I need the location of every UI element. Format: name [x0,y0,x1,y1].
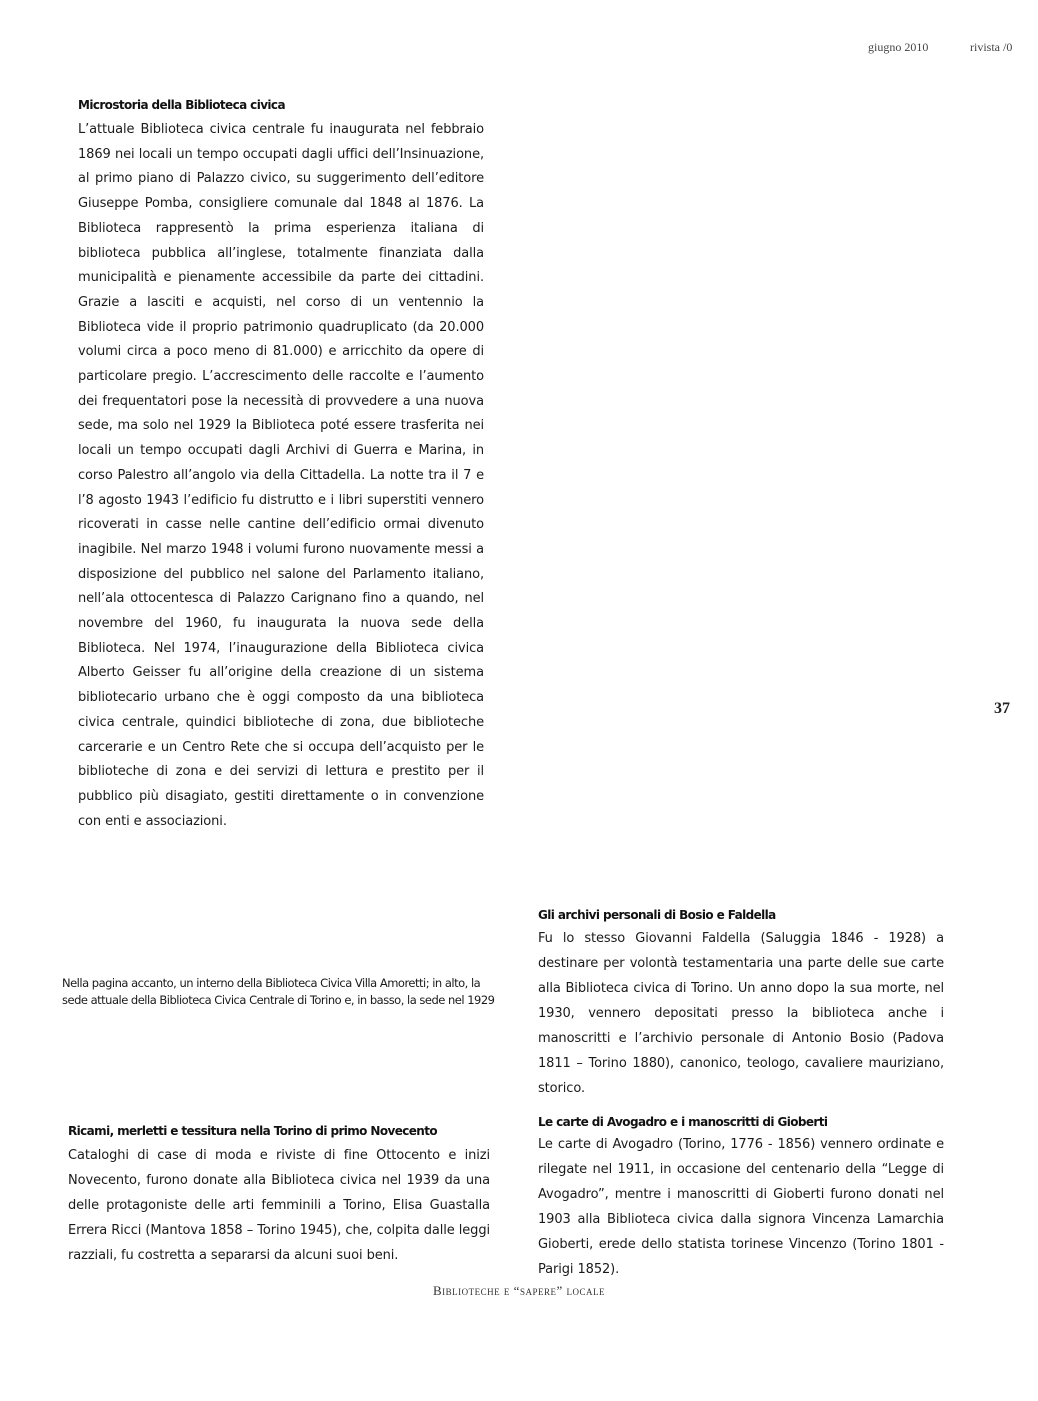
header-date: giugno 2010 [868,40,929,54]
section-body: Le carte di Avogadro (Torino, 1776 - 1856) vennero ordinate e rilegate nel 1911, in occasione del centenario della “Legge di Avogadro”, mentre i manoscritti di Gioberti furono donati nel 1903 alla Biblioteca civica dalla signora Vincenza Lamarchia Gioberti, erede dello statista torinese Vincenzo (Torino 1801 - Parigi 1852). [538,1137,944,1277]
section-carte [538,1113,944,1282]
section-archivi [538,906,944,1101]
page-footer: Biblioteche e “sapere” locale [433,1283,605,1298]
section-ricami [68,1122,490,1268]
section-microstoria [78,96,484,834]
section-title: Microstoria della Biblioteca civica [78,98,285,112]
section-title: Le carte di Avogadro e i manoscritti di Gioberti [538,1115,828,1129]
image-caption: Nella pagina accanto, un interno della Biblioteca Civica Villa Amoretti; in alto, la sede attuale della Biblioteca Civica Centrale di Torino e, in basso, la sede nel 1929 [62,976,495,1007]
section-body: Cataloghi di case di moda e riviste di fine Ottocento e inizi Novecento, furono donate alla Biblioteca civica nel 1939 da una delle protagoniste delle arti femminili a Torino, Elisa Guastalla Errera Ricci (Mantova 1858 – Torino 1945), che, colpita dalle leggi razziali, fu costretta a separarsi da alcuni suoi beni. [68,1148,490,1263]
section-body: L’attuale Biblioteca civica centrale fu inaugurata nel febbraio 1869 nei locali un tempo occupati dagli uffici dell’Insinuazione, al primo piano di Palazzo civico, su suggerimento dell’editore Giuseppe Pomba, consigliere comunale dal 1848 al 1876. La Biblioteca rappresentò la prima esperienza italiana di biblioteca pubblica all’inglese, totalmente finanziata dalla municipalità e pienamente accessibile da parte dei cittadini. Grazie a lasciti e acquisti, nel corso di un ventennio la Biblioteca vide il proprio patrimonio quadruplicato (da 20.000 volumi circa a poco meno di 81.000) e arricchito da opere di particolare pregio. L’accrescimento delle raccolte e l’aumento dei frequentatori pose la necessità di provvedere a una nuova sede, ma solo nel 1929 la Biblioteca poté essere trasferita nei locali un tempo occupati dagli Archivi di Guerra e Marina, in corso Palestro all’angolo via della Cittadella. La notte tra il 7 e l’8 agosto 1943 l’edificio fu distrutto e i libri superstiti vennero ricoverati in casse nelle cantine dell’edificio ormai divenuto inagibile. Nel marzo 1948 i volumi furono nuovamente messi a disposizione del pubblico nel salone del Parlamento italiano, nell’ala ottocentesca di Palazzo Carignano fino a quando, nel novembre del 1960, fu inaugurata la nuova sede della Biblioteca. Nel 1974, l’inaugurazione della Biblioteca civica Alberto Geisser fu all’origine della creazione di un sistema bibliotecario urbano che è oggi composto da una biblioteca civica centrale, quindici biblioteche di zona, due biblioteche carcerarie e un Centro Rete che si occupa dell’acquisto per le biblioteche di zona e dei servizi di lettura e prestito per il pubblico più disagiato, gestiti direttamente o in convenzione con enti e associazioni. [78,122,484,829]
page-number: 37 [994,700,1010,717]
section-title: Gli archivi personali di Bosio e Faldella [538,908,776,922]
header-magazine: rivista /0 [970,40,1013,54]
section-title: Ricami, merletti e tessitura nella Torino di primo Novecento [68,1124,438,1138]
section-body: Fu lo stesso Giovanni Faldella (Saluggia 1846 - 1928) a destinare per volontà testamentaria una parte delle sue carte alla Biblioteca civica di Torino. Un anno dopo la sua morte, nel 1930, vennero depositati presso la biblioteca anche i manoscritti e l’archivio personale di Antonio Bosio (Padova 1811 – Torino 1880), canonico, teologo, cavaliere mauriziano, storico. [538,931,944,1096]
